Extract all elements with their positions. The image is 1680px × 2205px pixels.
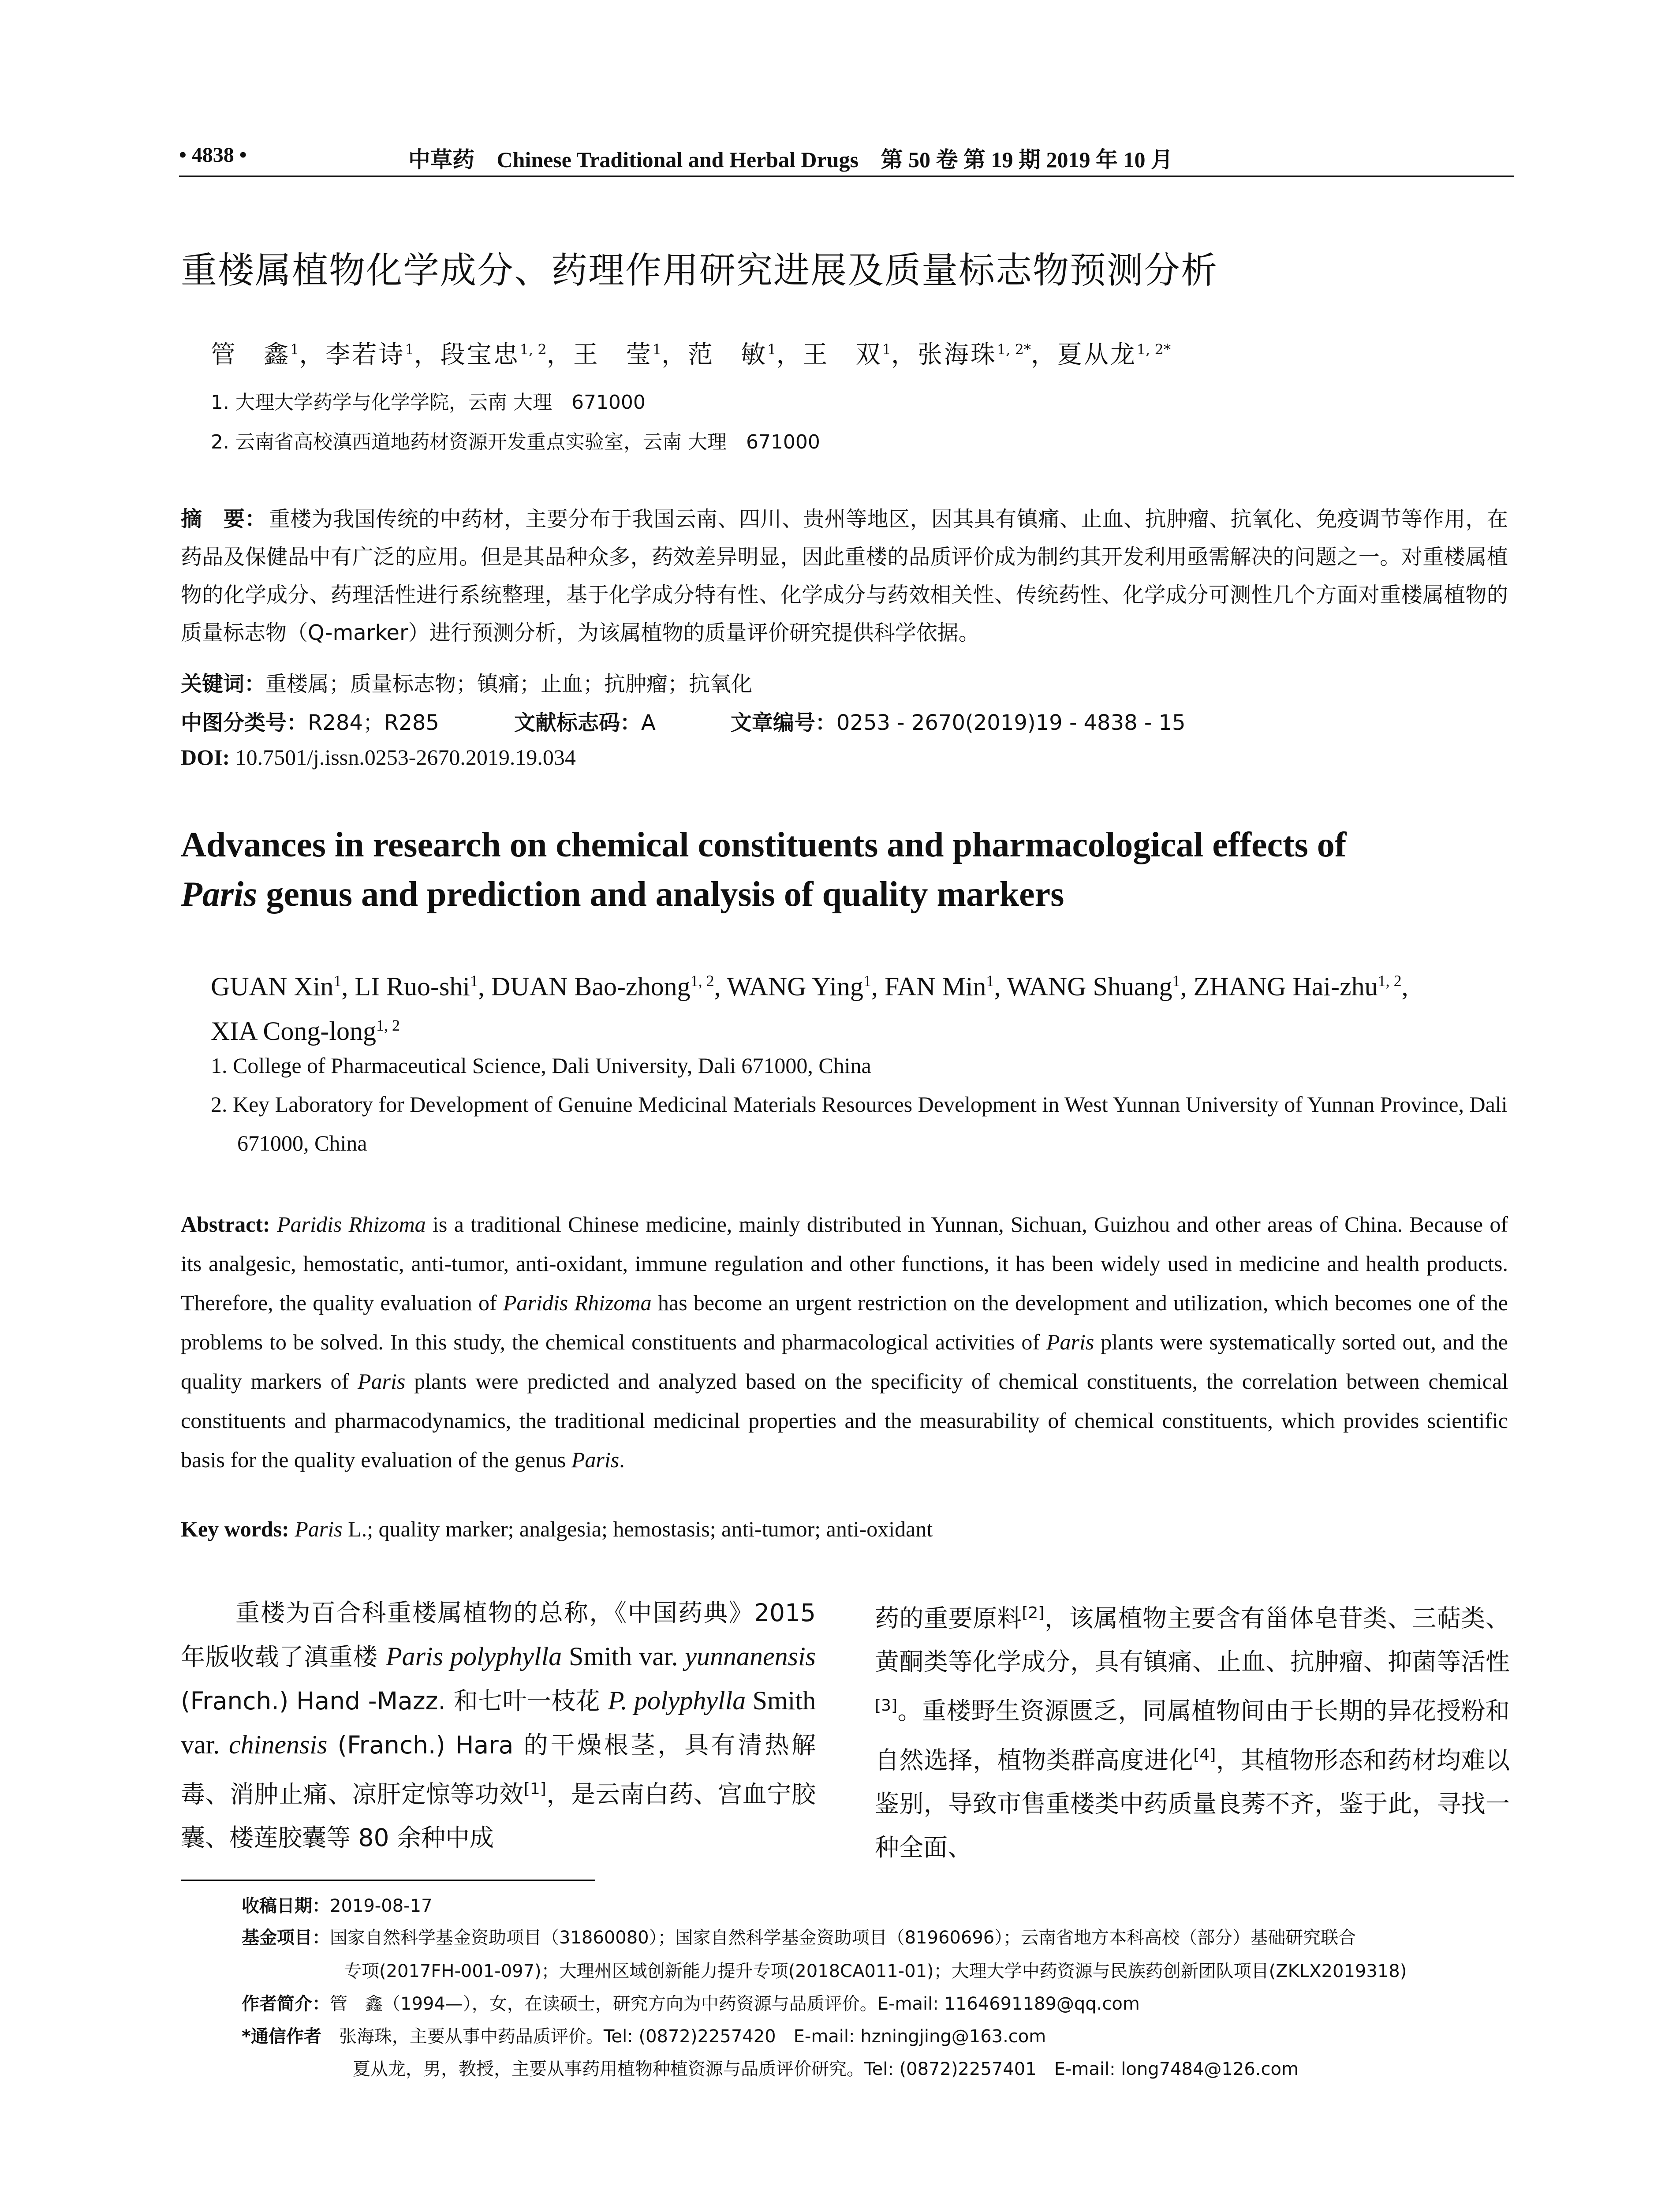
footnote-text: 国家自然科学基金资助项目（31860080）；国家自然科学基金资助项目（81960696）；云南省地方本科高校（部分）基础研究联合 bbox=[330, 1928, 1356, 1948]
abstract-en-italic: Paris bbox=[571, 1447, 620, 1472]
body-text: 重楼为百合科重楼属植物的总称，《中国药典》2015 年版收载了滇重楼 bbox=[181, 1599, 816, 1671]
author-affil-mark: 1 bbox=[863, 972, 871, 990]
footnote-label: *通信作者 bbox=[242, 2026, 321, 2047]
clc-value: R284；R285 bbox=[308, 710, 439, 735]
author-name: XIA Cong-long bbox=[211, 1017, 376, 1046]
journal-line bbox=[408, 142, 1173, 174]
authors-en: GUAN Xin$^1$, LI Ruo-shi$^1$, DUAN Bao-zhong$^{1, 2}$, WANG Ying$^1$, FAN Min$^1$, WANG Shuang$^1$, ZHANG Hai-zhu$^{1, 2}$, XIA Cong-long$^{1, 2}$ bbox=[211, 972, 1408, 1046]
body-column-right bbox=[875, 1591, 1510, 1869]
abstract-en-text: plants were systematically sorted out, and the quality markers of bbox=[181, 1330, 1508, 1394]
abstract-en-label: Abstract: bbox=[181, 1212, 270, 1237]
footnote-divider bbox=[181, 1880, 595, 1881]
keywords-en-text: L.; quality marker; analgesia; hemostasis; anti-tumor; anti-oxidant bbox=[342, 1517, 933, 1541]
footnote-text: 张海珠，主要从事中药品质评价。Tel: (0872)2257420 E-mail: hzningjing@163.com bbox=[339, 2026, 1046, 2047]
author-name: 王 双 bbox=[803, 340, 882, 369]
footnote-author bbox=[242, 1990, 1140, 2015]
citation-link[interactable]: [3] bbox=[875, 1697, 897, 1715]
abstract-en-text: has become an urgent restriction on the development and utilization, which becomes one of the problems to be solved. In this study, the chemical constituents and pharmacological activities of bbox=[181, 1290, 1508, 1354]
footnote-corresponding-2: 夏从龙，男，教授，主要从事药用植物种植资源与品质评价研究。Tel: (0872)2257401 E-mail: long7484@126.com bbox=[353, 2059, 1299, 2079]
author-name: 张海珠 bbox=[917, 340, 997, 369]
abstract-en-text: is a traditional Chinese medicine, mainly distributed in Yunnan, Sichuan, Guizhou and other areas of China. Because of its analgesic, hemostatic, anti-tumor, anti-oxidant, immune regulation and other functions, it has been widely used in medicine and health products. Therefore, the quality evaluation of bbox=[181, 1212, 1508, 1315]
author-name: 李若诗 bbox=[325, 340, 405, 369]
title-cn: 重楼属植物化学成分、药理作用研究进展及质量标志物预测分析 bbox=[181, 250, 1218, 292]
author-affil-mark: 1 bbox=[470, 972, 478, 990]
body-text: ，其植物形态和药材均难以鉴别，导致市售重楼类中药质量良莠不齐，鉴于此，寻找一种全面、 bbox=[875, 1745, 1510, 1861]
title-en-genus: Paris bbox=[181, 875, 258, 914]
footnote-received bbox=[242, 1892, 432, 1917]
author-name: WANG Ying bbox=[727, 972, 863, 1001]
abstract-en-text: . bbox=[619, 1447, 625, 1472]
author-name: WANG Shuang bbox=[1007, 972, 1172, 1001]
clc-label: 中图分类号： bbox=[181, 710, 308, 735]
article-number-label: 文章编号： bbox=[730, 710, 836, 735]
citation-link[interactable]: [2] bbox=[1022, 1604, 1045, 1622]
abstract-cn bbox=[181, 500, 1508, 652]
footnote-text: 2019-08-17 bbox=[330, 1896, 433, 1916]
keywords-en-genus: Paris bbox=[295, 1517, 343, 1541]
author-name: 夏从龙 bbox=[1057, 340, 1137, 369]
footnote-label: 作者简介： bbox=[242, 1994, 330, 2014]
doc-code-label: 文献标志码： bbox=[514, 710, 641, 735]
author-name: 管 鑫 bbox=[211, 340, 290, 369]
abstract-en bbox=[181, 1205, 1508, 1480]
footnote-funding-cont: 专项(2017FH-001-097)；大理州区域创新能力提升专项(2018CA011-01)；大理大学中药资源与民族药创新团队项目(ZKLX2019318) bbox=[344, 1961, 1407, 1981]
abstract-en-italic: Paris bbox=[357, 1369, 406, 1394]
doi-link[interactable]: 10.7501/j.issn.0253-2670.2019.19.034 bbox=[235, 745, 576, 770]
title-en-line2: genus and prediction and analysis of quality markers bbox=[257, 875, 1064, 914]
author-name: LI Ruo-shi bbox=[355, 972, 470, 1001]
header-divider bbox=[179, 176, 1514, 177]
author-name: GUAN Xin bbox=[211, 972, 334, 1001]
abstract-en-italic: Paridis Rhizoma bbox=[277, 1212, 426, 1237]
journal-name-cn: 中草药 bbox=[408, 147, 474, 172]
citation-link[interactable]: [1] bbox=[523, 1780, 546, 1798]
doi-line bbox=[181, 744, 576, 770]
body-text: (Franch.) Hand -Mazz. 和七叶一枝花 bbox=[181, 1687, 608, 1715]
keywords-cn-text: 重楼属；质量标志物；镇痛；止血；抗肿瘤；抗氧化 bbox=[265, 672, 753, 696]
author-affil-mark: 1, 2* bbox=[997, 341, 1031, 358]
author-name: 王 莹 bbox=[573, 340, 653, 369]
author-affil-mark: 1, 2 bbox=[519, 341, 547, 358]
species-name: chinensis bbox=[229, 1730, 328, 1759]
species-name: P. polyphylla bbox=[608, 1686, 746, 1715]
author-affil-mark: 1, 2 bbox=[690, 972, 714, 990]
footnote-text: 管 鑫（1994—），女，在读硕士，研究方向为中药资源与品质评价。E-mail: 1164691189@qq.com bbox=[330, 1994, 1140, 2014]
author-affil-mark: 1 bbox=[290, 341, 299, 358]
body-text: 。重楼野生资源匮乏，同属植物间由于长期的异花授粉和自然选择，植物类群高度进化 bbox=[875, 1697, 1510, 1774]
abstract-en-text: plants were predicted and analyzed based on the specificity of chemical constituents, the correlation between chemical constituents and pharmacodynamics, the traditional medicinal properties and the measurability of chemical constituents, which provides scientific basis for the quality evaluation of the genus bbox=[181, 1369, 1508, 1472]
article-number-value: 0253 - 2670(2019)19 - 4838 - 15 bbox=[836, 710, 1186, 735]
abstract-cn-label: 摘 要： bbox=[181, 507, 266, 531]
author-name: DUAN Bao-zhong bbox=[491, 972, 691, 1001]
classification-line bbox=[181, 706, 1186, 736]
author-name: 段宝忠 bbox=[440, 340, 520, 369]
body-text: (Franch.) Hara 的干燥根茎，具有清热解毒、消肿止痛、凉肝定惊等功效 bbox=[181, 1731, 816, 1809]
issue-info: 第 50 卷 第 19 期 2019 年 10 月 bbox=[881, 147, 1173, 172]
footnote-funding bbox=[242, 1924, 1356, 1949]
journal-name-en: Chinese Traditional and Herbal Drugs bbox=[497, 147, 859, 172]
footnote-label: 基金项目： bbox=[242, 1928, 330, 1948]
species-name: Paris polyphylla bbox=[386, 1642, 562, 1671]
body-text: Smith var. bbox=[562, 1642, 685, 1671]
abstract-en-italic: Paridis Rhizoma bbox=[503, 1290, 652, 1315]
doc-code-value: A bbox=[641, 710, 656, 735]
affiliation-en-2: 2. Key Laboratory for Development of Genuine Medicinal Materials Resources Development in West Yunnan University of Yunnan Province, Dali 671000, China bbox=[211, 1092, 1508, 1155]
affiliation-en-1: 1. College of Pharmaceutical Science, Dali University, Dali 671000, China bbox=[211, 1053, 871, 1078]
author-affil-mark: 1 bbox=[986, 972, 994, 990]
doi-label: DOI: bbox=[181, 745, 230, 770]
keywords-cn-label: 关键词： bbox=[181, 672, 266, 696]
body-column-left bbox=[181, 1591, 816, 1860]
author-affil-mark: 1, 2 bbox=[376, 1017, 400, 1034]
author-affil-mark: 1 bbox=[767, 341, 777, 358]
body-text: ，是云南白药、宫血宁胶囊、楼莲胶囊等 80 余种中成 bbox=[181, 1780, 816, 1852]
author-name: FAN Min bbox=[884, 972, 986, 1001]
affiliation-cn-2: 2. 云南省高校滇西道地药材资源开发重点实验室，云南 大理 671000 bbox=[211, 431, 820, 453]
footnote-label: 收稿日期： bbox=[242, 1896, 330, 1916]
author-name: 范 敏 bbox=[688, 340, 768, 369]
citation-link[interactable]: [4] bbox=[1193, 1745, 1216, 1764]
keywords-cn bbox=[181, 667, 752, 697]
running-header bbox=[179, 140, 1514, 176]
author-affil-mark: 1, 2 bbox=[1378, 972, 1402, 990]
page-number: • 4838 • bbox=[179, 143, 247, 167]
author-affil-mark: 1 bbox=[652, 341, 662, 358]
abstract-cn-text: 重楼为我国传统的中药材，主要分布于我国云南、四川、贵州等地区，因其具有镇痛、止血、抗肿瘤、抗氧化、免疫调节等作用，在药品及保健品中有广泛的应用。但是其品种众多，药效差异明显，因此重楼的品质评价成为制约其开发利用亟需解决的问题之一。对重楼属植物的化学成分、药理活性进行系统整理，基于化学成分特有性、化学成分与药效相关性、传统药性、化学成分可测性几个方面对重楼属植物的质量标志物（Q-marker）进行预测分析，为该属植物的质量评价研究提供科学依据。 bbox=[181, 507, 1508, 645]
authors-cn: 管 鑫$^1$，李若诗$^1$，段宝忠$^{1, 2}$，王 莹$^1$，范 敏$^1$，王 双$^1$，张海珠$^{1, 2*}$，夏从龙$^{1, 2*}$ bbox=[211, 340, 1171, 369]
keywords-en bbox=[181, 1516, 933, 1542]
author-affil-mark: 1 bbox=[882, 341, 891, 358]
keywords-en-label: Key words: bbox=[181, 1517, 289, 1541]
author-name: ZHANG Hai-zhu bbox=[1193, 972, 1378, 1001]
affiliation-cn-1: 1. 大理大学药学与化学学院，云南 大理 671000 bbox=[211, 391, 646, 414]
title-en-line1: Advances in research on chemical constituents and pharmacological effects of bbox=[181, 826, 1347, 864]
body-text: Smith var. bbox=[181, 1686, 816, 1759]
author-affil-mark: 1 bbox=[333, 972, 342, 990]
author-affil-mark: 1, 2* bbox=[1136, 341, 1171, 358]
species-name: yunnanensis bbox=[685, 1642, 816, 1671]
author-affil-mark: 1 bbox=[405, 341, 414, 358]
abstract-en-italic: Paris bbox=[1046, 1330, 1094, 1354]
author-affil-mark: 1 bbox=[1172, 972, 1180, 990]
footnote-corresponding bbox=[242, 2022, 1046, 2048]
body-text: ，该属植物主要含有甾体皂苷类、三萜类、黄酮类等化学成分，具有镇痛、止血、抗肿瘤、抑菌等活性 bbox=[875, 1604, 1510, 1676]
title-en bbox=[181, 820, 1508, 919]
body-text: 药的重要原料 bbox=[875, 1604, 1022, 1633]
